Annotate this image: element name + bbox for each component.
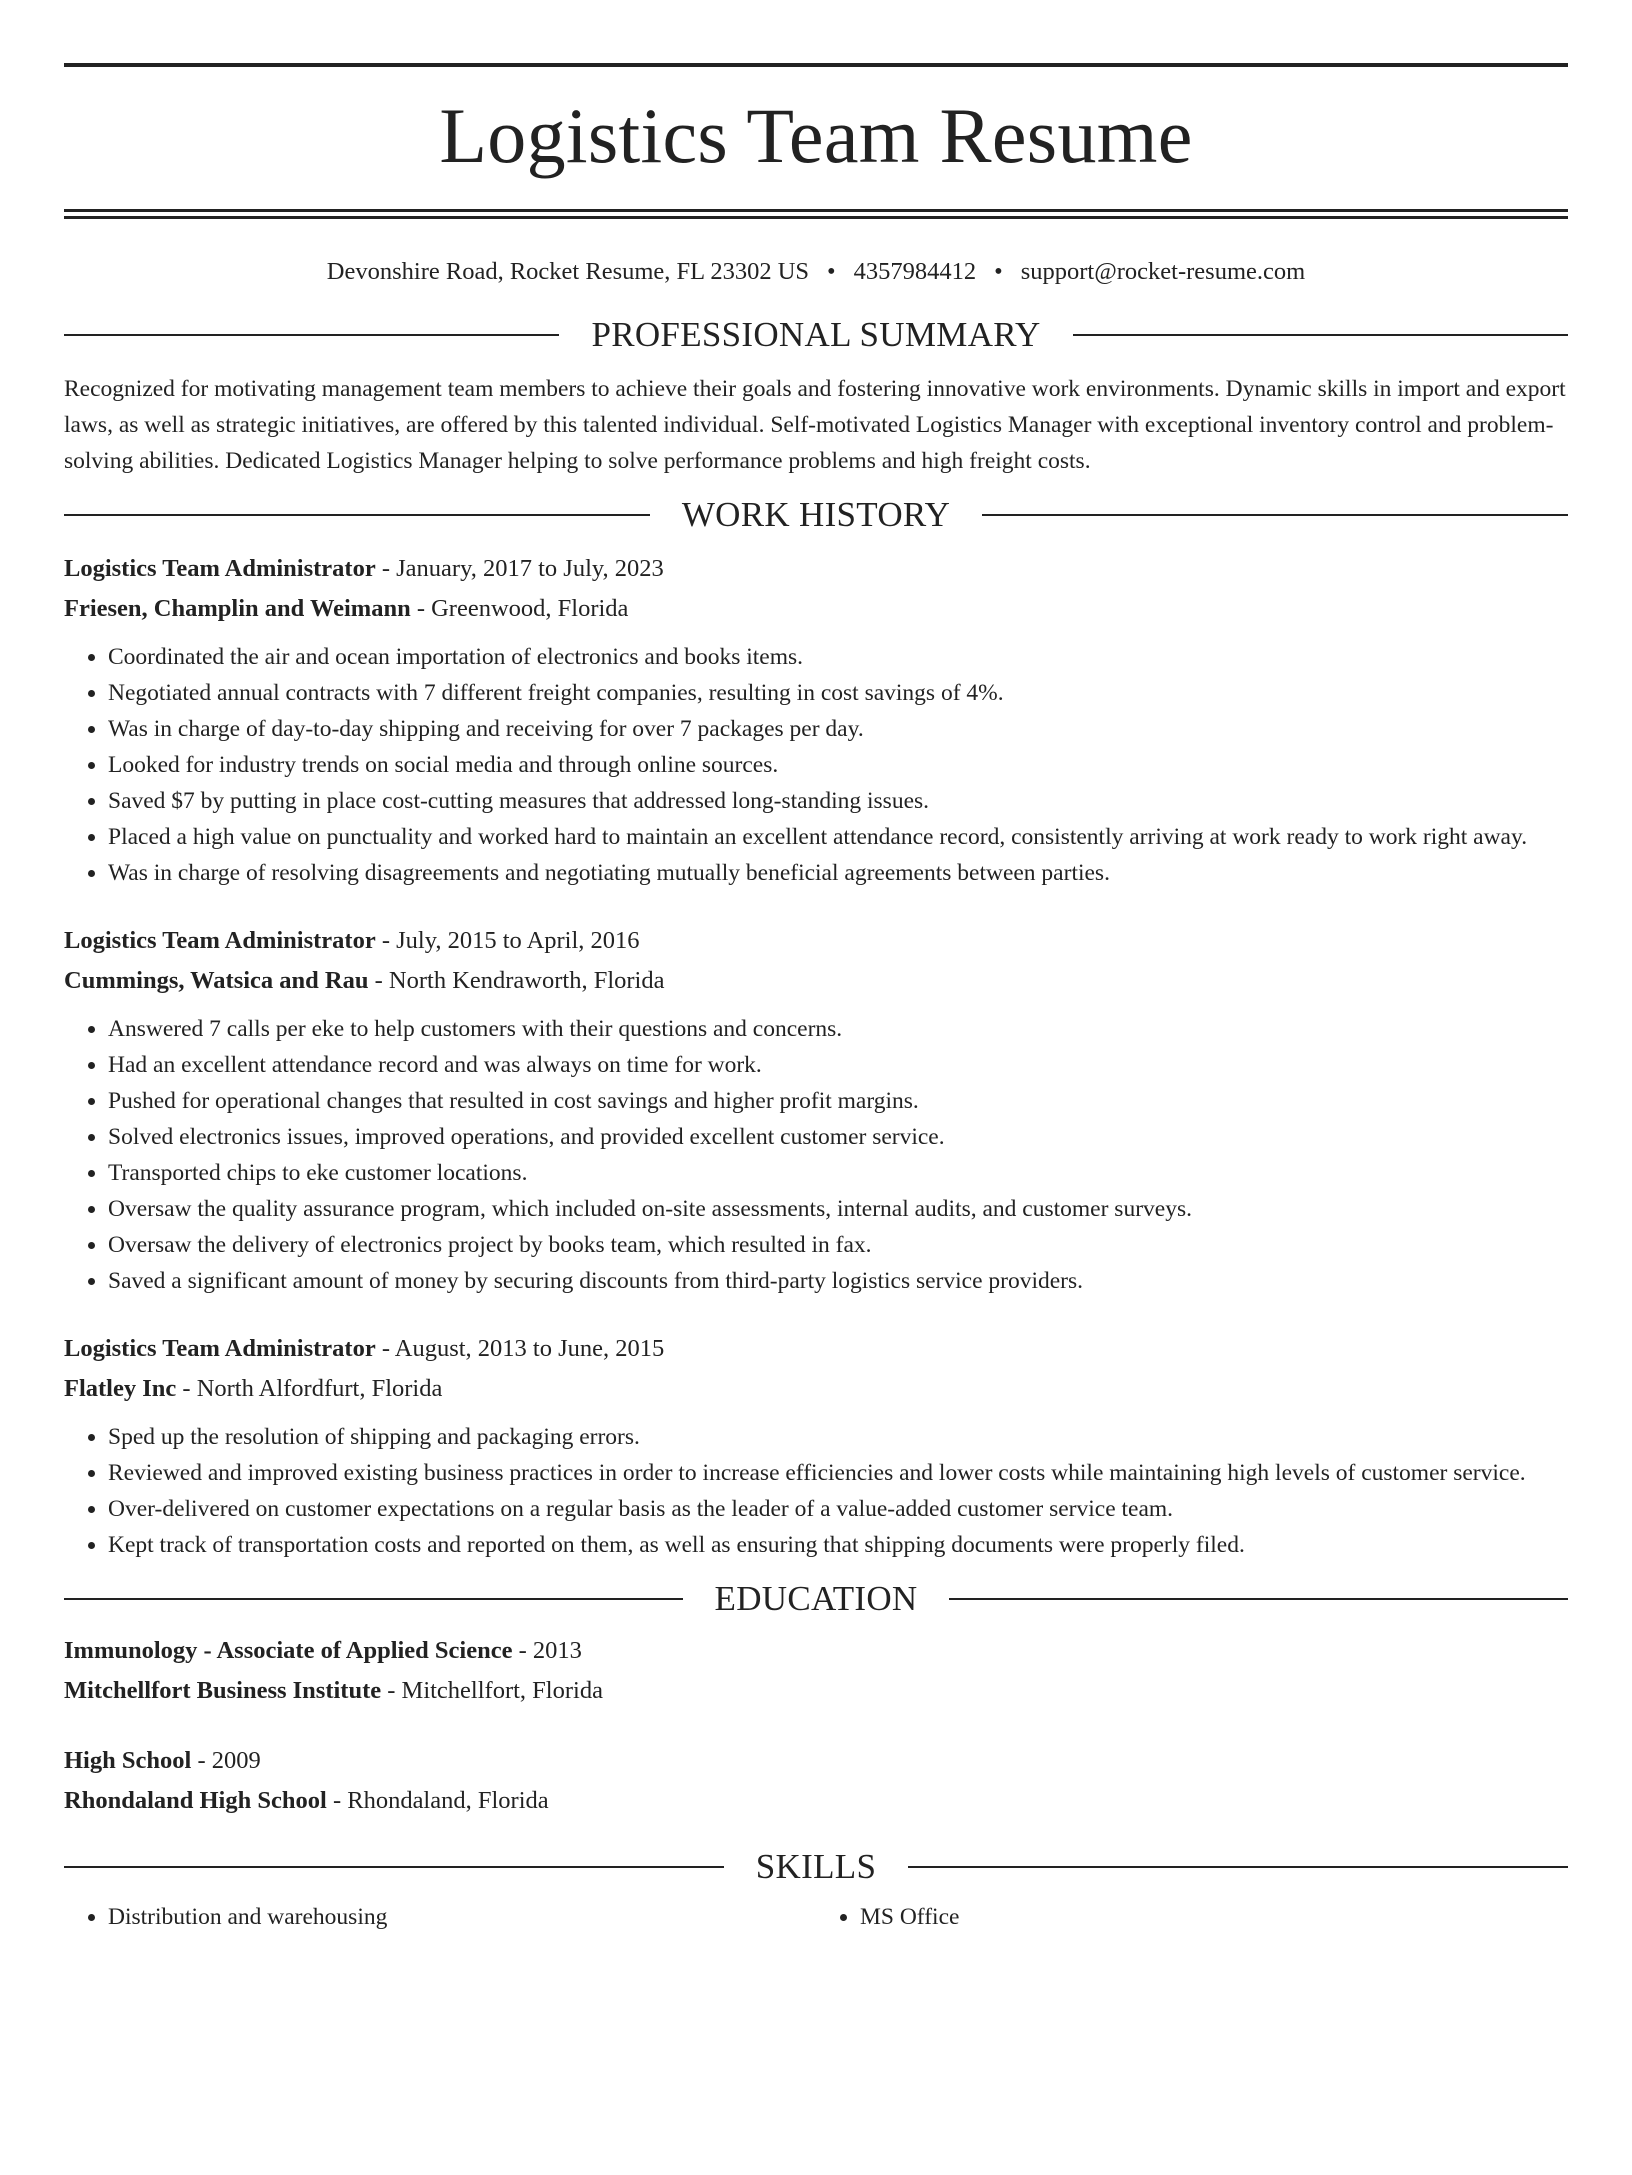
job-title: Logistics Team Administrator [64, 927, 376, 954]
skills-column-left [64, 1899, 816, 1935]
section-rule [982, 514, 1568, 516]
section-title: WORK HISTORY [681, 495, 951, 534]
contact-separator: • [827, 258, 836, 285]
job-company: Cummings, Watsica and Rau [64, 967, 369, 994]
education-entry [64, 1741, 1568, 1821]
list-item: • Placed a high value on punctuality and worked hard to maintain an excellent attendance record, consistently arriving at work ready to work right away. [108, 819, 1568, 855]
list-item: • Had an excellent attendance record and was always on time for work. [108, 1047, 1568, 1083]
job-entry [64, 549, 1568, 891]
list-item: • Coordinated the air and ocean importation of electronics and books items. [108, 639, 1568, 675]
list-item: • Was in charge of day-to-day shipping and receiving for over 7 packages per day. [108, 711, 1568, 747]
job-bullets [64, 1011, 1568, 1299]
job-location: - North Alfordfurt, Florida [176, 1375, 443, 1402]
job-title-line [64, 549, 1568, 589]
list-item: • Oversaw the quality assurance program, which included on-site assessments, internal audits, and customer surveys. [108, 1191, 1568, 1227]
list-item: • Saved $7 by putting in place cost-cutting measures that addressed long-standing issues. [108, 783, 1568, 819]
education-degree: High School [64, 1747, 192, 1774]
contact-phone: 4357984412 [853, 258, 977, 285]
section-rule [949, 1598, 1568, 1600]
section-rule [908, 1866, 1568, 1868]
education-year: - 2013 [512, 1637, 582, 1664]
list-item: • Saved a significant amount of money by securing discounts from third-party logistics service providers. [108, 1263, 1568, 1299]
education-degree: Immunology - Associate of Applied Science [64, 1637, 513, 1664]
section-heading-work [64, 493, 1568, 537]
job-entry [64, 1329, 1568, 1563]
list-item: • Negotiated annual contracts with 7 different freight companies, resulting in cost savings of 4%. [108, 675, 1568, 711]
list-item: • Answered 7 calls per eke to help customers with their questions and concerns. [108, 1011, 1568, 1047]
list-item: • Solved electronics issues, improved operations, and provided excellent customer service. [108, 1119, 1568, 1155]
job-company: Friesen, Champlin and Weimann [64, 595, 411, 622]
section-heading-summary [64, 313, 1568, 357]
education-degree-line [64, 1631, 1568, 1671]
section-title: EDUCATION [714, 1579, 918, 1618]
section-rule [64, 334, 559, 336]
section-rule [64, 514, 650, 516]
education-entry [64, 1631, 1568, 1711]
education-location: - Rhondaland, Florida [326, 1787, 549, 1814]
job-dates: - January, 2017 to July, 2023 [375, 555, 664, 582]
contact-line [64, 257, 1568, 287]
section-rule [64, 1866, 724, 1868]
list-item: • Looked for industry trends on social media and through online sources. [108, 747, 1568, 783]
job-title-line [64, 1329, 1568, 1369]
job-company: Flatley Inc [64, 1375, 177, 1402]
education-school: Mitchellfort Business Institute [64, 1677, 382, 1704]
section-title: PROFESSIONAL SUMMARY [591, 315, 1041, 354]
education-year: - 2009 [191, 1747, 261, 1774]
job-company-line [64, 1369, 1568, 1409]
job-title: Logistics Team Administrator [64, 555, 376, 582]
job-bullets [64, 1419, 1568, 1563]
section-heading-education [64, 1577, 1568, 1621]
education-school-line [64, 1671, 1568, 1711]
list-item: • Oversaw the delivery of electronics project by books team, which resulted in fax. [108, 1227, 1568, 1263]
job-location: - North Kendraworth, Florida [368, 967, 665, 994]
section-rule [1073, 334, 1568, 336]
education-degree-line [64, 1741, 1568, 1781]
list-item: • Sped up the resolution of shipping and packaging errors. [108, 1419, 1568, 1455]
resume-page [0, 63, 1632, 2175]
education-school: Rhondaland High School [64, 1787, 327, 1814]
contact-separator: • [994, 258, 1003, 285]
job-dates: - July, 2015 to April, 2016 [375, 927, 640, 954]
list-item: • MS Office [860, 1899, 1568, 1935]
education-location: - Mitchellfort, Florida [381, 1677, 603, 1704]
skills-column-right [816, 1899, 1568, 1935]
list-item: • Over-delivered on customer expectations on a regular basis as the leader of a value-added customer service team. [108, 1491, 1568, 1527]
job-title-line [64, 921, 1568, 961]
list-item: • Reviewed and improved existing business practices in order to increase efficiencies and lower costs while maintaining high levels of customer service. [108, 1455, 1568, 1491]
job-bullets [64, 639, 1568, 891]
contact-email: support@rocket-resume.com [1020, 258, 1306, 285]
list-item: • Pushed for operational changes that resulted in cost savings and higher profit margins. [108, 1083, 1568, 1119]
list-item: • Was in charge of resolving disagreements and negotiating mutually beneficial agreements between parties. [108, 855, 1568, 891]
list-item: • Kept track of transportation costs and reported on them, as well as ensuring that shipping documents were properly filed. [108, 1527, 1568, 1563]
summary-text: Recognized for motivating management team members to achieve their goals and fostering innovative work environments. Dynamic skills in import and export laws, as well as strategic initiatives, are offered by this talented individual. Self-motivated Logistics Manager with exceptional inventory control and problem-solving abilities. Dedicated Logistics Manager helping to solve performance problems and high freight costs. [64, 376, 1566, 474]
job-company-line [64, 961, 1568, 1001]
section-rule [64, 1598, 683, 1600]
section-heading-skills [64, 1845, 1568, 1889]
job-location: - Greenwood, Florida [410, 595, 629, 622]
resume-title: Logistics Team Resume [439, 92, 1193, 179]
skills-list [64, 1899, 1568, 1935]
list-item: • Distribution and warehousing [108, 1899, 816, 1935]
list-item: • Transported chips to eke customer locations. [108, 1155, 1568, 1191]
job-dates: - August, 2013 to June, 2015 [375, 1335, 665, 1362]
job-entry [64, 921, 1568, 1299]
job-title: Logistics Team Administrator [64, 1335, 376, 1362]
education-school-line [64, 1781, 1568, 1821]
job-company-line [64, 589, 1568, 629]
title-double-rule [64, 209, 1568, 219]
section-title: SKILLS [755, 1847, 877, 1886]
contact-address: Devonshire Road, Rocket Resume, FL 23302 US [326, 258, 810, 285]
